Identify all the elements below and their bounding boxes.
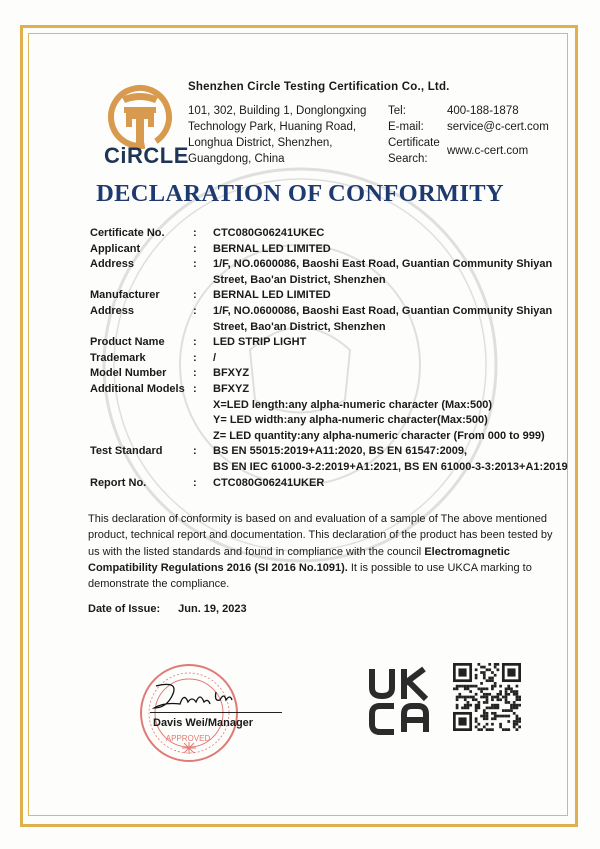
field-label bbox=[90, 429, 193, 445]
field-row bbox=[90, 320, 570, 336]
field-label bbox=[90, 460, 193, 476]
field-row bbox=[90, 273, 570, 289]
field-row bbox=[90, 242, 570, 258]
field-label: Report No. bbox=[90, 476, 147, 489]
ukca-mark-icon bbox=[366, 666, 436, 736]
field-label bbox=[90, 273, 193, 289]
field-colon: : bbox=[193, 336, 197, 349]
field-value: Y= LED width:any alpha-numeric character(Max:500) bbox=[213, 414, 488, 427]
field-colon: : bbox=[193, 227, 197, 239]
field-value: / bbox=[213, 351, 217, 364]
field-row bbox=[90, 429, 570, 445]
field-colon bbox=[193, 460, 213, 476]
field-label: Manufacturer bbox=[90, 289, 160, 302]
search-label: Certificate bbox=[388, 137, 440, 149]
field-label: Test Standard bbox=[90, 445, 163, 458]
field-value: BFXYZ bbox=[213, 382, 250, 395]
field-colon: : bbox=[193, 351, 197, 364]
field-value: 1/F, NO.0600086, Baoshi East Road, Guantian Community Shiyan bbox=[213, 304, 553, 317]
field-row bbox=[90, 335, 570, 351]
website-link[interactable]: www.c-cert.com bbox=[447, 145, 529, 157]
field-value: Street, Bao'an District, Shenzhen bbox=[213, 320, 386, 333]
field-label: Address bbox=[90, 304, 135, 317]
field-label: Address bbox=[90, 258, 135, 271]
logo-text: CiRCLE bbox=[104, 143, 189, 168]
field-value: CTC080G06241UKEC bbox=[213, 227, 325, 239]
qr-code[interactable] bbox=[453, 663, 521, 731]
field-row bbox=[90, 304, 570, 320]
field-colon: : bbox=[193, 242, 197, 255]
email-link[interactable]: service@c-cert.com bbox=[447, 121, 549, 133]
field-row bbox=[90, 413, 570, 429]
field-value: BERNAL LED LIMITED bbox=[213, 242, 331, 255]
field-row bbox=[90, 382, 570, 398]
field-row bbox=[90, 288, 570, 304]
issuer-company-name: Shenzhen Circle Testing Certification Co., Ltd. bbox=[188, 81, 450, 93]
field-label bbox=[90, 413, 193, 429]
field-row bbox=[90, 398, 570, 414]
field-row bbox=[90, 257, 570, 273]
field-label: Additional Models bbox=[90, 382, 185, 395]
field-label: Applicant bbox=[90, 242, 141, 255]
field-colon bbox=[193, 273, 213, 289]
field-value: CTC080G06241UKER bbox=[213, 476, 325, 489]
tel-label: Tel: bbox=[388, 105, 406, 117]
field-value: X=LED length:any alpha-numeric character (Max:500) bbox=[213, 398, 493, 411]
field-label: Model Number bbox=[90, 367, 167, 380]
field-row bbox=[90, 476, 570, 492]
field-colon: : bbox=[193, 476, 197, 489]
field-colon bbox=[193, 320, 213, 336]
field-label: Product Name bbox=[90, 336, 165, 349]
field-label: Certificate No. bbox=[90, 227, 165, 239]
issue-date-value: Jun. 19, 2023 bbox=[178, 603, 247, 615]
conformity-statement bbox=[88, 511, 558, 592]
search-label: Search: bbox=[388, 153, 428, 165]
field-colon: : bbox=[193, 382, 197, 395]
field-label: Trademark bbox=[90, 351, 146, 364]
field-row bbox=[90, 460, 570, 476]
statement-text: This declaration of conformity is based on and evaluation of a sample of The above mentioned product, technical report and documentation. This declaration of the product has been tested by us with the listed standards and found in compliance with the council bbox=[88, 513, 553, 558]
field-colon: : bbox=[193, 304, 197, 317]
field-value: BS EN IEC 61000-3-2:2019+A1:2021, BS EN 61000-3-3:2013+A1:2019 bbox=[213, 460, 568, 473]
field-row bbox=[90, 444, 570, 460]
statement-text-end: It is possible to use UKCA marking to demonstrate the compliance. bbox=[88, 561, 532, 591]
field-value: LED STRIP LIGHT bbox=[213, 336, 307, 349]
issuer-address-line: 101, 302, Building 1, Donglongxing bbox=[188, 105, 367, 117]
issuer-address-line: Guangdong, China bbox=[188, 153, 285, 165]
field-value: 1/F, NO.0600086, Baoshi East Road, Guantian Community Shiyan bbox=[213, 258, 553, 271]
stamp-text: APPROVED bbox=[165, 734, 211, 743]
field-colon bbox=[193, 413, 213, 429]
field-colon: : bbox=[193, 258, 197, 271]
document-title: DECLARATION OF CONFORMITY bbox=[96, 180, 504, 207]
issue-date-label: Date of Issue: bbox=[88, 603, 161, 615]
field-value: BS EN 55015:2019+A11:2020, BS EN 61547:2009, bbox=[213, 445, 468, 458]
field-colon: : bbox=[193, 445, 197, 458]
field-value: Z= LED quantity:any alpha-numeric character (From 000 to 999) bbox=[213, 429, 545, 442]
field-label bbox=[90, 320, 193, 336]
statement-regulation: Electromagnetic Compatibility Regulations 2016 (SI 2016 No.1091). bbox=[88, 545, 510, 574]
handwritten-signature bbox=[150, 678, 240, 714]
tel-value: 400-188-1878 bbox=[447, 105, 519, 117]
field-row bbox=[90, 226, 570, 242]
signature-line bbox=[150, 712, 282, 713]
field-row bbox=[90, 366, 570, 382]
field-colon: : bbox=[193, 289, 197, 302]
field-colon bbox=[193, 429, 213, 445]
contact-labels bbox=[388, 103, 440, 167]
field-colon bbox=[193, 398, 213, 414]
issuer-address-line: Technology Park, Huaning Road, bbox=[188, 121, 357, 133]
certificate-fields bbox=[90, 226, 570, 491]
issue-date bbox=[88, 603, 247, 615]
issuer-address-line: Longhua District, Shenzhen, bbox=[188, 137, 333, 149]
signer-name: Davis Wei/Manager bbox=[153, 717, 254, 729]
field-label bbox=[90, 398, 193, 414]
field-value: BFXYZ bbox=[213, 367, 250, 380]
field-colon: : bbox=[193, 367, 197, 380]
field-value: BERNAL LED LIMITED bbox=[213, 289, 331, 302]
email-label: E-mail: bbox=[388, 121, 424, 133]
field-row bbox=[90, 351, 570, 367]
field-value: Street, Bao'an District, Shenzhen bbox=[213, 273, 386, 286]
issuer-address bbox=[188, 103, 366, 167]
